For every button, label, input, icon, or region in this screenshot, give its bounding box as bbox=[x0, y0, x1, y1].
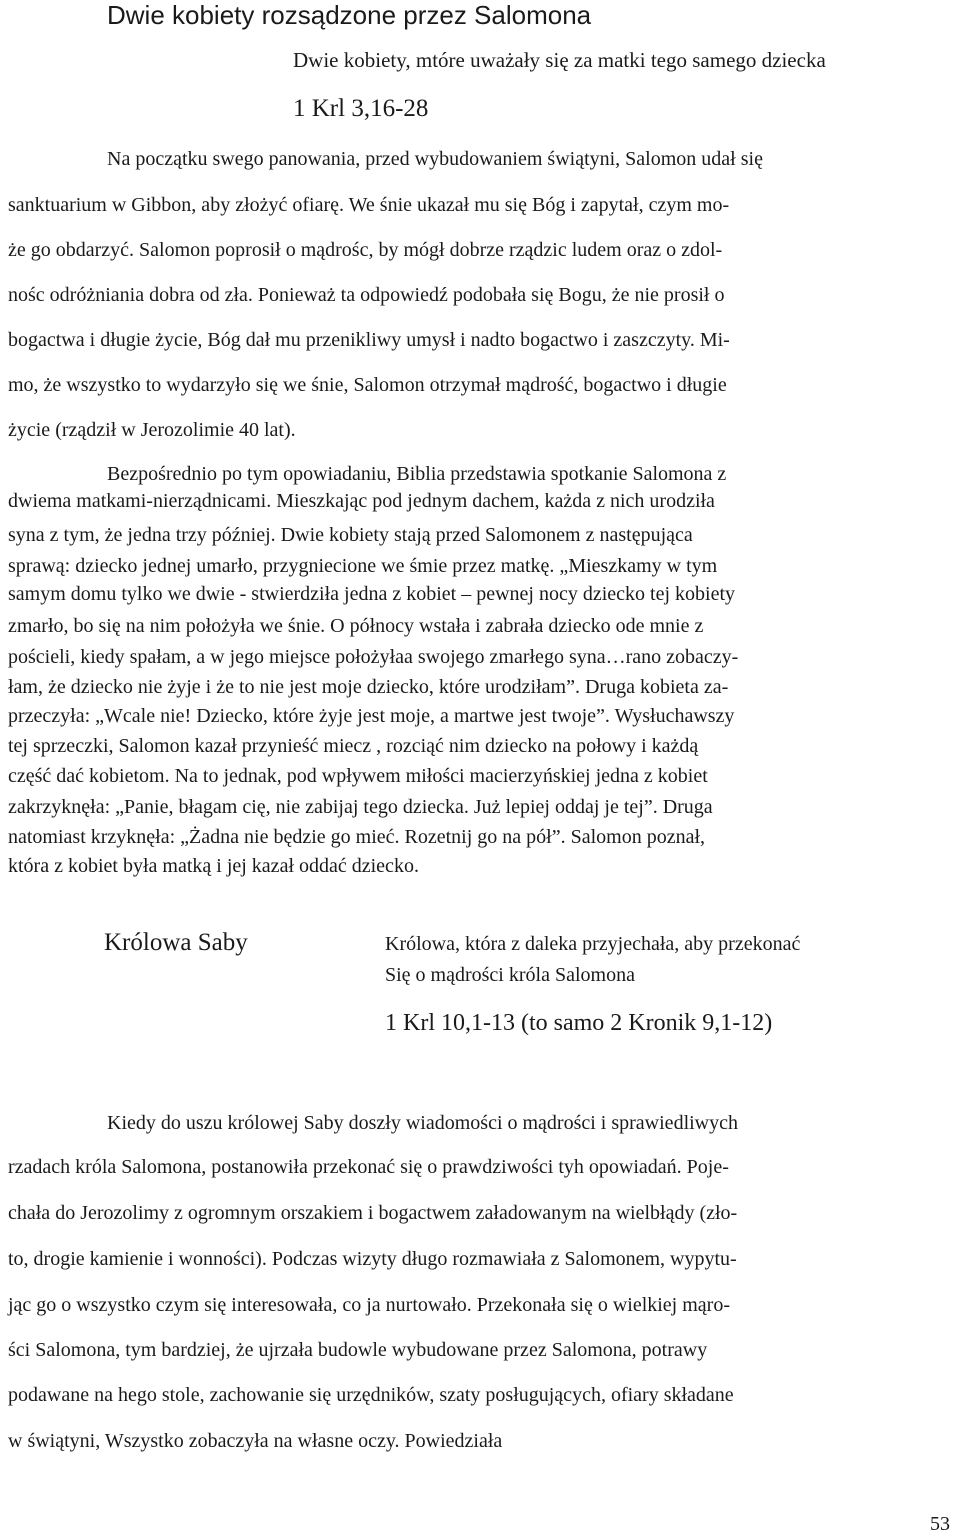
paragraph2-line: pościeli, kiedy spałam, a w jego miejsce położyłaa swojego zmarłego syna…rano zobaczy- bbox=[8, 646, 739, 668]
paragraph2-line: syna z tym, że jedna trzy później. Dwie kobiety stają przed Salomonem z następująca bbox=[8, 524, 693, 546]
paragraph1-line: bogactwa i długie życie, Bóg dał mu przenikliwy umysł i nadto bogactwo i zaszczyty. Mi- bbox=[8, 329, 730, 351]
paragraph2-line: Bezpośrednio po tym opowiadaniu, Biblia przedstawia spotkanie Salomona z bbox=[107, 463, 727, 485]
paragraph3-line: ści Salomona, tym bardziej, że ujrzała budowle wybudowane przez Salomona, potrawy bbox=[8, 1339, 708, 1361]
paragraph2-line: zakrzyknęła: „Panie, błagam cię, nie zabijaj tego dziecka. Już lepiej oddaj je tej”. Druga bbox=[8, 796, 713, 818]
paragraph2-line: dwiema matkami-nierządnicami. Mieszkając pod jednym dachem, każda z nich urodziła bbox=[8, 490, 715, 512]
paragraph3-line: w świątyni, Wszystko zobaczyła na własne oczy. Powiedziała bbox=[8, 1430, 503, 1452]
paragraph3-line: to, drogie kamienie i wonności). Podczas wizyty długo rozmawiała z Salomonem, wypytu- bbox=[8, 1248, 737, 1270]
paragraph1-line: Na początku swego panowania, przed wybudowaniem świątyni, Salomon udał się bbox=[107, 148, 763, 170]
section2-subtitle-line2: Się o mądrości króla Salomona bbox=[385, 964, 635, 986]
paragraph1-line: nośc odróżniania dobra od zła. Ponieważ ta odpowiedź podobała się Bogu, że nie prosił o bbox=[8, 284, 725, 306]
paragraph2-line: natomiast krzyknęła: „Żadna nie będzie go mieć. Rozetnij go na pół”. Salomon poznał, bbox=[8, 826, 706, 848]
paragraph2-line: tej sprzeczki, Salomon kazał przynieść miecz , rozciąć nim dziecko na połowy i każdą bbox=[8, 735, 699, 757]
section1-title: Dwie kobiety rozsądzone przez Salomona bbox=[107, 0, 592, 30]
section2-subtitle-line1: Królowa, która z daleka przyjechała, aby przekonać bbox=[385, 933, 801, 955]
section2-reference: 1 Krl 10,1-13 (to samo 2 Kronik 9,1-12) bbox=[385, 1010, 773, 1036]
paragraph3-line: chała do Jerozolimy z ogromnym orszakiem i bogactwem załadowanym na wielbłądy (zło- bbox=[8, 1202, 738, 1224]
paragraph3-line: Kiedy do uszu królowej Saby doszły wiadomości o mądrości i sprawiedliwych bbox=[107, 1112, 738, 1134]
paragraph2-line: część dać kobietom. Na to jednak, pod wpływem miłości macierzyńskiej jedna z kobiet bbox=[8, 765, 708, 787]
paragraph2-line: samym domu tylko we dwie - stwierdziła jedna z kobiet – pewnej nocy dziecko tej kobiety bbox=[8, 583, 736, 605]
paragraph3-line: jąc go o wszystko czym się interesowała, co ja nurtowało. Przekonała się o wielkiej mąro- bbox=[8, 1294, 730, 1316]
paragraph3-line: rzadach króla Salomona, postanowiła przekonać się o prawdziwości tyh opowiadań. Poje- bbox=[8, 1156, 729, 1178]
section1-reference: 1 Krl 3,16-28 bbox=[293, 95, 429, 122]
paragraph2-line: sprawą: dziecko jednej umarło, przygniecione we śmie przez matkę. „Mieszkamy w tym bbox=[8, 555, 718, 577]
paragraph2-line: zmarło, bo się na nim położyła we śnie. O północy wstała i zabrała dziecko ode mnie z bbox=[8, 615, 704, 637]
paragraph1-line: mo, że wszystko to wydarzyło się we śnie, Salomon otrzymał mądrość, bogactwo i długie bbox=[8, 374, 727, 396]
paragraph1-line: że go obdarzyć. Salomon poprosił o mądrośc, by mógł dobrze rządzic ludem oraz o zdol- bbox=[8, 239, 723, 261]
paragraph2-line: przeczyła: „Wcale nie! Dziecko, które żyje jest moje, a martwe jest twoje”. Wysłuchawszy bbox=[8, 705, 735, 727]
paragraph1-line: sanktuarium w Gibbon, aby złożyć ofiarę. We śnie ukazał mu się Bóg i zapytał, czym mo- bbox=[8, 194, 730, 216]
section2-title: Królowa Saby bbox=[104, 929, 248, 956]
paragraph2-line: która z kobiet była matką i jej kazał oddać dziecko. bbox=[8, 855, 419, 877]
paragraph3-line: podawane na hego stole, zachowanie się urzędników, szaty posługujących, ofiary składane bbox=[8, 1384, 734, 1406]
paragraph2-line: łam, że dziecko nie żyje i że to nie jest moje dziecko, które urodziłam”. Druga kobieta za- bbox=[8, 676, 729, 698]
section1-subtitle: Dwie kobiety, mtóre uważały się za matki tego samego dziecka bbox=[293, 48, 826, 72]
paragraph1-line: życie (rządził w Jerozolimie 40 lat). bbox=[8, 419, 296, 441]
page-number: 53 bbox=[930, 1513, 950, 1535]
